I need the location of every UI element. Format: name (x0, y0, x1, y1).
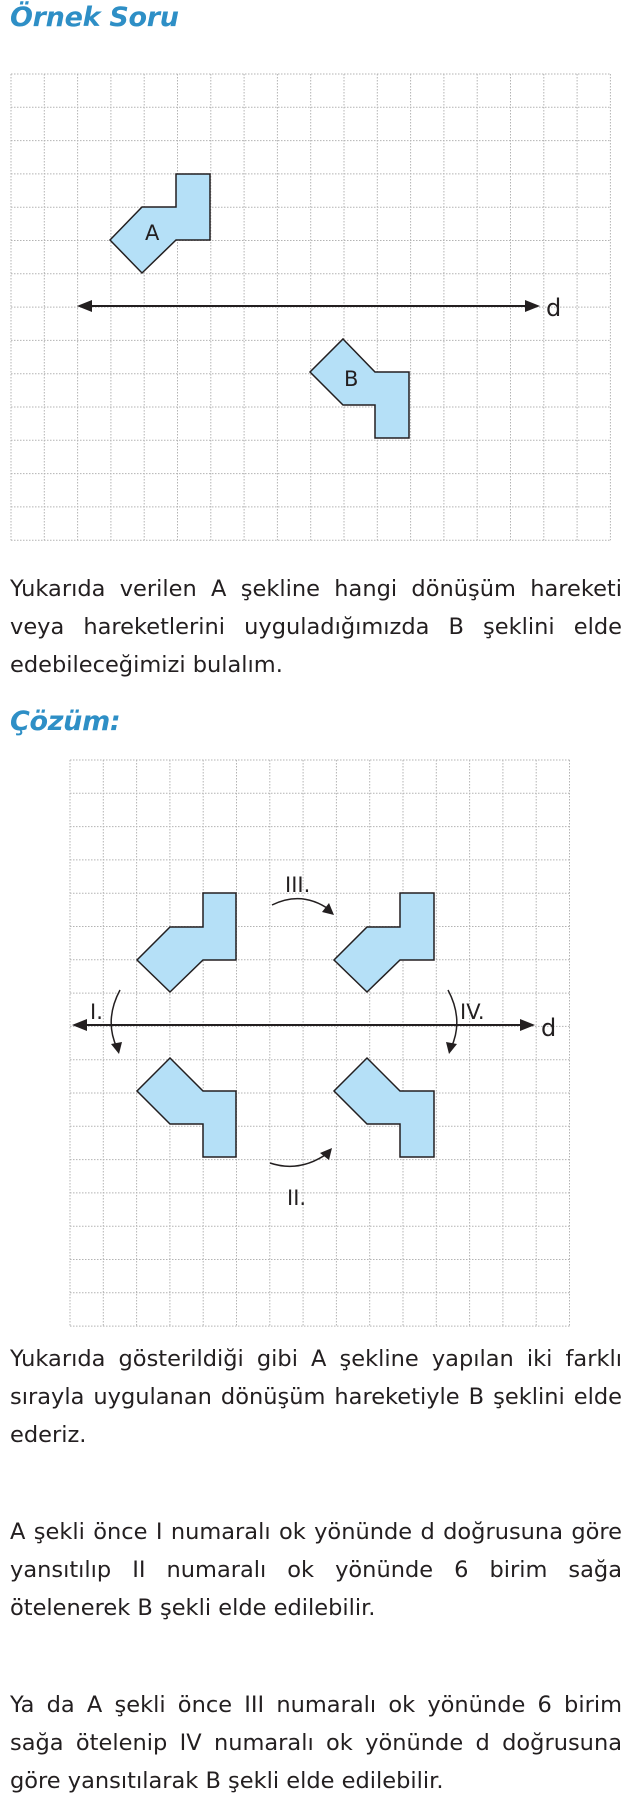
arrow-i-label: I. (90, 1000, 103, 1024)
shape-a-original (137, 893, 236, 992)
solution-paragraph-3: Ya da A şekli önce III numaralı ok yönünde 6 birim sağa ötelenip IV numaralı ok yönünde d doğrusuna göre yansıtılarak B şekli elde edilebilir. (10, 1692, 622, 1794)
shape-a-label: A (145, 221, 160, 245)
solution-line-d-label: d (541, 1014, 557, 1042)
solution-grid (70, 760, 570, 1326)
arrow-i (111, 990, 122, 1054)
solution-title: Çözüm: (10, 706, 121, 737)
solution-paragraph-1: Yukarıda gösterildiği gibi A şekline yapılan iki farklı sırayla uygulanan dönüşüm hareketiyle B şeklini elde ederiz. (10, 1346, 622, 1448)
line-d-label: d (546, 294, 562, 322)
shape-b-result (334, 1058, 434, 1157)
arrow-iv (446, 990, 457, 1054)
shape-b-label: B (344, 367, 359, 391)
solution-paragraph-2: A şekli önce I numaralı ok yönünde d doğrusuna göre yansıtılıp II numaralı ok yönünde 6 birim sağa ötelenerek B şekli elde edilebilir. (10, 1519, 622, 1621)
arrow-ii-label: II. (287, 1186, 307, 1210)
question-text: Yukarıda verilen A şekline hangi dönüşüm hareketi veya hareketlerini uyguladığımızda B şeklini elde edebileceğimizi bulalım. (10, 576, 622, 678)
example-title: Örnek Soru (10, 2, 179, 33)
shape-a-reflected (137, 1058, 236, 1157)
arrow-iii-label: III. (285, 873, 311, 897)
shape-a-translated (334, 893, 434, 992)
arrow-ii (270, 1148, 332, 1166)
arrow-iv-label: IV. (460, 1000, 485, 1024)
